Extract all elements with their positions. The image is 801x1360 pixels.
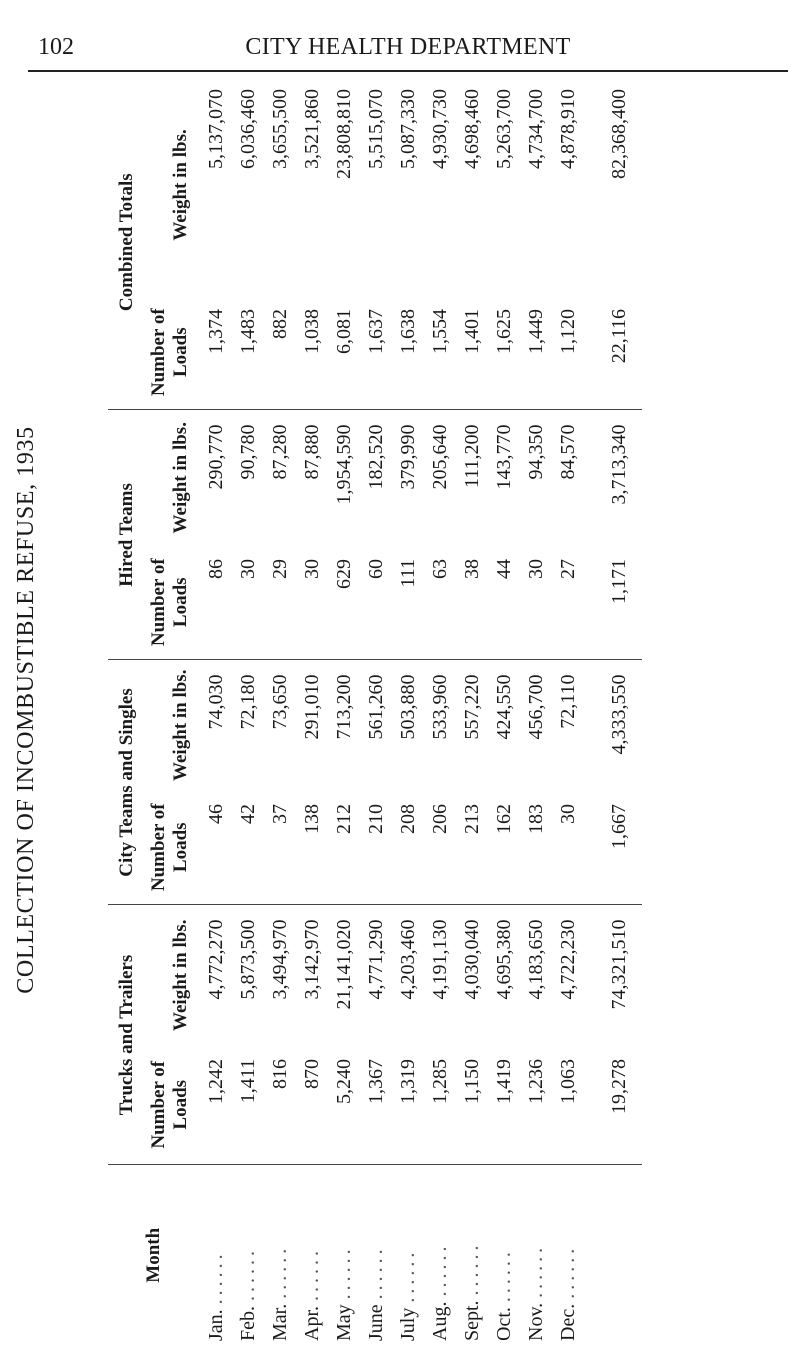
running-title: CITY HEALTH DEPARTMENT (245, 34, 571, 60)
trucks-weight-cell: 3,494,970 (264, 905, 296, 1045)
trucks-loads-cell: 5,240 (332, 1059, 355, 1104)
combined-loads-cell: 1,120 (556, 308, 579, 354)
hired-loads-cell: 63 (428, 558, 451, 579)
group-header-row (108, 75, 140, 1345)
table-row (424, 75, 456, 1345)
trucks-weight-cell: 4,030,040 (456, 905, 488, 1045)
city-loads-cell: 213 (460, 804, 483, 834)
city-loads-cell: 138 (300, 804, 323, 834)
hired-loads-cell: 38 (460, 558, 483, 579)
hired-loads-cell: 30 (524, 558, 547, 579)
hired-weight-cell: 182,520 (360, 410, 392, 545)
combined-loads-cell: 1,625 (492, 308, 515, 354)
city-weight-cell: 291,010 (296, 660, 328, 790)
table-row (456, 75, 488, 1345)
total-hired-weight: 3,713,340 (584, 410, 642, 545)
dot-leader: ...... (364, 1245, 387, 1300)
weight-header: Weight in lbs. (140, 660, 200, 790)
table-row (552, 75, 584, 1345)
trucks-weight-cell: 4,183,650 (520, 905, 552, 1045)
combined-loads-cell: 1,401 (460, 308, 483, 354)
hired-loads-cell: 29 (268, 558, 291, 579)
group-header-hired-teams: Hired Teams (108, 410, 140, 660)
hired-weight-cell: 84,570 (552, 410, 584, 545)
city-loads-cell: 30 (556, 804, 579, 824)
trucks-loads-cell: 1,419 (492, 1059, 515, 1104)
hired-weight-cell: 290,770 (200, 410, 232, 545)
table-row (392, 75, 424, 1345)
combined-weight-cell: 4,930,730 (428, 88, 451, 169)
total-trucks-loads: 19,278 (607, 1059, 630, 1114)
combined-weight-cell: 5,515,070 (364, 88, 387, 169)
trucks-weight-cell: 4,695,380 (488, 905, 520, 1045)
sub-header-row (140, 75, 200, 1345)
combined-weight-cell: 6,036,460 (236, 88, 259, 169)
month-label: June (364, 1304, 387, 1341)
dot-leader: ...... (524, 1243, 547, 1298)
group-header-city-teams: City Teams and Singles (108, 660, 140, 905)
month-cell (392, 1165, 424, 1345)
city-weight-cell: 533,960 (424, 660, 456, 790)
combined-weight-cell: 5,087,330 (396, 88, 419, 169)
total-combined-weight: 82,368,400 (607, 88, 630, 179)
hired-loads-cell: 30 (300, 558, 323, 579)
table-row (328, 75, 360, 1345)
combined-loads-cell: 1,638 (396, 308, 419, 354)
trucks-loads-cell: 1,367 (364, 1059, 387, 1104)
trucks-loads-cell: 1,319 (396, 1059, 419, 1104)
group-header-combined: Combined Totals (116, 173, 137, 312)
page-header (38, 28, 778, 68)
city-loads-cell: 46 (204, 804, 227, 824)
month-label: Oct. (492, 1307, 515, 1341)
dot-leader: ...... (300, 1247, 323, 1301)
combined-weight-cell: 23,808,810 (332, 88, 355, 179)
city-weight-cell: 561,260 (360, 660, 392, 790)
city-loads-cell: 212 (332, 804, 355, 834)
loads-header: Number of Loads (148, 803, 191, 892)
combined-weight-cell: 3,521,860 (300, 88, 323, 169)
total-city-loads: 1,667 (607, 804, 630, 849)
table-row (360, 75, 392, 1345)
month-label: Dec. (556, 1303, 579, 1341)
table-row (200, 75, 232, 1345)
hired-loads-cell: 27 (556, 558, 579, 579)
totals-label-cell (584, 1165, 642, 1345)
month-cell (520, 1165, 552, 1345)
total-trucks-weight: 74,321,510 (584, 905, 642, 1045)
city-weight-cell: 557,220 (456, 660, 488, 790)
month-cell (488, 1165, 520, 1345)
hired-weight-cell: 94,350 (520, 410, 552, 545)
total-hired-loads: 1,171 (607, 558, 630, 604)
table-body (200, 75, 584, 1345)
table-row (296, 75, 328, 1345)
combined-weight-cell: 5,137,070 (204, 88, 227, 169)
table-row (232, 75, 264, 1345)
page-number: 102 (38, 34, 74, 60)
rotated-table-area (13, 75, 791, 1345)
dot-leader: ...... (332, 1245, 355, 1300)
dot-leader: ...... (492, 1248, 515, 1303)
dot-leader: ...... (556, 1244, 579, 1299)
hired-loads-cell: 629 (332, 558, 355, 589)
table-title: COLLECTION OF INCOMBUSTIBLE REFUSE, 1935 (13, 426, 39, 994)
trucks-loads-cell: 1,411 (236, 1059, 259, 1104)
loads-header: Number of Loads (148, 308, 191, 397)
month-cell (264, 1165, 296, 1345)
combined-weight-cell: 4,698,460 (460, 88, 483, 169)
trucks-weight-cell: 3,142,970 (296, 905, 328, 1045)
city-loads-cell: 208 (396, 804, 419, 834)
group-header-trucks: Trucks and Trailers (108, 905, 140, 1165)
city-weight-cell: 456,700 (520, 660, 552, 790)
trucks-loads-cell: 870 (300, 1059, 323, 1089)
header-rule (28, 70, 788, 72)
hired-weight-cell: 111,200 (456, 410, 488, 545)
month-label: May (332, 1304, 355, 1341)
table-totals (584, 75, 642, 1345)
month-label: Mar. (268, 1303, 291, 1341)
dot-leader: ...... (460, 1241, 483, 1296)
totals-row (584, 75, 642, 1345)
weight-header: Weight in lbs. (140, 410, 200, 545)
city-weight-cell: 503,880 (392, 660, 424, 790)
table-row (488, 75, 520, 1345)
city-loads-cell: 42 (236, 804, 259, 824)
combined-loads-cell: 1,483 (236, 308, 259, 354)
refuse-table (108, 75, 642, 1345)
combined-weight-cell: 4,734,700 (524, 88, 547, 169)
month-cell (328, 1165, 360, 1345)
trucks-loads-cell: 1,242 (204, 1059, 227, 1104)
trucks-weight-cell: 4,772,270 (200, 905, 232, 1045)
combined-loads-cell: 1,554 (428, 308, 451, 354)
hired-weight-cell: 205,640 (424, 410, 456, 545)
trucks-weight-cell: 4,771,290 (360, 905, 392, 1045)
combined-loads-cell: 1,449 (524, 308, 547, 354)
month-cell (296, 1165, 328, 1345)
dot-leader: ...... (268, 1244, 291, 1299)
trucks-loads-cell: 1,285 (428, 1059, 451, 1104)
combined-loads-cell: 882 (268, 308, 291, 339)
month-cell (424, 1165, 456, 1345)
dot-leader: ...... (428, 1242, 451, 1297)
table-row (520, 75, 552, 1345)
month-cell (200, 1165, 232, 1345)
loads-header: Number of Loads (148, 1060, 191, 1149)
month-cell (456, 1165, 488, 1345)
hired-weight-cell: 1,954,590 (328, 410, 360, 545)
city-weight-cell: 72,180 (232, 660, 264, 790)
combined-loads-cell: 1,637 (364, 308, 387, 354)
loads-header: Number of Loads (148, 558, 191, 647)
trucks-weight-cell: 5,873,500 (232, 905, 264, 1045)
city-loads-cell: 206 (428, 804, 451, 834)
dot-leader: ...... (236, 1247, 259, 1301)
city-loads-cell: 162 (492, 804, 515, 834)
hired-loads-cell: 30 (236, 558, 259, 579)
combined-loads-cell: 6,081 (332, 308, 355, 354)
month-cell (552, 1165, 584, 1345)
hired-weight-cell: 90,780 (232, 410, 264, 545)
hired-loads-cell: 44 (492, 558, 515, 579)
city-weight-cell: 713,200 (328, 660, 360, 790)
hired-weight-cell: 143,770 (488, 410, 520, 545)
month-label: July (396, 1307, 419, 1341)
total-city-weight: 4,333,550 (584, 660, 642, 790)
weight-header: Weight in lbs. (140, 905, 200, 1045)
hired-weight-cell: 87,880 (296, 410, 328, 545)
city-loads-cell: 210 (364, 804, 387, 834)
month-label: Nov. (524, 1302, 547, 1341)
table-row (264, 75, 296, 1345)
combined-weight-cell: 3,655,500 (268, 88, 291, 169)
city-loads-cell: 183 (524, 804, 547, 834)
city-weight-cell: 424,550 (488, 660, 520, 790)
weight-header: Weight in lbs. (170, 129, 191, 241)
month-label: Sept. (460, 1300, 483, 1341)
city-weight-cell: 74,030 (200, 660, 232, 790)
hired-loads-cell: 111 (396, 558, 419, 588)
trucks-loads-cell: 1,150 (460, 1059, 483, 1104)
city-loads-cell: 37 (268, 804, 291, 824)
city-weight-cell: 73,650 (264, 660, 296, 790)
hired-loads-cell: 60 (364, 558, 387, 579)
combined-weight-cell: 4,878,910 (556, 88, 579, 169)
hired-weight-cell: 379,990 (392, 410, 424, 545)
trucks-weight-cell: 21,141,020 (328, 905, 360, 1045)
month-label: Feb. (236, 1306, 259, 1341)
total-combined-loads: 22,116 (607, 308, 630, 364)
trucks-weight-cell: 4,191,130 (424, 905, 456, 1045)
month-label: Aug. (428, 1301, 451, 1341)
trucks-weight-cell: 4,722,230 (552, 905, 584, 1045)
dot-leader: ...... (204, 1250, 227, 1305)
combined-loads-cell: 1,038 (300, 308, 323, 354)
month-cell (360, 1165, 392, 1345)
month-label: Apr. (300, 1306, 323, 1341)
dot-leader: ...... (396, 1248, 419, 1303)
hired-weight-cell: 87,280 (264, 410, 296, 545)
month-header: Month (108, 1165, 200, 1345)
trucks-loads-cell: 1,236 (524, 1059, 547, 1104)
trucks-loads-cell: 1,063 (556, 1059, 579, 1104)
month-label: Jan. (204, 1309, 227, 1341)
trucks-weight-cell: 4,203,460 (392, 905, 424, 1045)
combined-loads-cell: 1,374 (204, 308, 227, 354)
month-cell (232, 1165, 264, 1345)
city-weight-cell: 72,110 (552, 660, 584, 790)
combined-weight-cell: 5,263,700 (492, 88, 515, 169)
hired-loads-cell: 86 (204, 558, 227, 579)
trucks-loads-cell: 816 (268, 1059, 291, 1089)
